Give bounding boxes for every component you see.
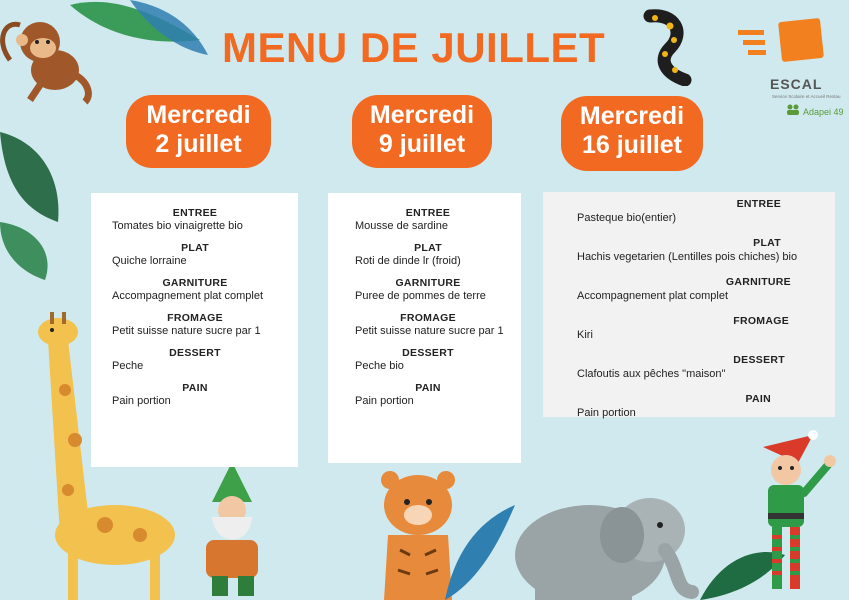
gnome-icon: [190, 462, 275, 600]
elf-icon: [748, 425, 843, 600]
section-item: Peche bio: [355, 360, 404, 372]
section-heading: GARNITURE: [395, 277, 461, 289]
section-item: Clafoutis aux pêches "maison": [577, 368, 726, 380]
elephant-icon: [500, 480, 700, 600]
brand-org: Adapei 49: [803, 107, 844, 117]
section-item: Pasteque bio(entier): [577, 212, 677, 224]
section-heading: PAIN: [415, 382, 441, 394]
menu-card: [91, 193, 298, 467]
section-heading: FROMAGE: [167, 312, 223, 324]
section-heading: GARNITURE: [725, 276, 791, 288]
page-title: MENU DE JUILLET: [222, 24, 606, 71]
section-item: Pain portion: [577, 407, 636, 419]
section-heading: DESSERT: [402, 347, 454, 359]
section-heading: FROMAGE: [733, 315, 789, 327]
section-item: Tomates bio vinaigrette bio: [112, 220, 243, 232]
section-heading: ENTREE: [405, 207, 451, 219]
section-heading: FROMAGE: [400, 312, 456, 324]
section-heading: PLAT: [753, 237, 781, 249]
section-item: Accompagnement plat complet: [112, 290, 264, 302]
section-item: Kiri: [577, 329, 593, 341]
section-heading: ENTREE: [172, 207, 218, 219]
adapei-logo-icon: [786, 104, 800, 116]
day-weekday: Mercredi: [579, 102, 685, 130]
section-item: Accompagnement plat complet: [577, 290, 729, 302]
section-heading: PAIN: [182, 382, 208, 394]
brand-subtitle: Service Scolaire et Accueil Restau: [772, 94, 841, 99]
section-item: Quiche lorraine: [112, 255, 187, 267]
brand-name: ESCAL: [770, 76, 823, 92]
day-date: 2 juillet: [155, 130, 242, 158]
day-badge: [561, 96, 703, 171]
salamander-icon: [630, 8, 700, 86]
section-item: Roti de dinde lr (froid): [355, 255, 461, 267]
section-heading: DESSERT: [733, 354, 785, 366]
section-heading: PLAT: [414, 242, 442, 254]
day-weekday: Mercredi: [146, 101, 251, 129]
section-heading: PAIN: [745, 393, 771, 405]
menu-card: [543, 192, 835, 417]
monkey-icon: [0, 0, 110, 105]
day-badge: [352, 95, 492, 168]
menu-card: [328, 193, 521, 463]
section-item: Mousse de sardine: [355, 220, 448, 232]
section-item: Peche: [112, 360, 144, 372]
day-badge: [126, 95, 271, 168]
section-heading: PLAT: [181, 242, 209, 254]
section-item: Puree de pommes de terre: [355, 290, 486, 302]
day-date: 9 juillet: [378, 130, 466, 158]
section-item: Petit suisse nature sucre par 1: [355, 325, 504, 337]
day-date: 16 juillet: [581, 131, 683, 159]
section-heading: GARNITURE: [162, 277, 228, 289]
section-item: Pain portion: [355, 395, 414, 407]
palm-leaf-icon: [0, 132, 62, 282]
day-weekday: Mercredi: [369, 101, 475, 129]
section-item: Hachis vegetarien (Lentilles pois chiches) bio: [577, 251, 798, 263]
section-heading: ENTREE: [736, 198, 781, 210]
section-item: Petit suisse nature sucre par 1: [112, 325, 261, 337]
section-heading: DESSERT: [169, 347, 221, 359]
section-item: Pain portion: [112, 395, 171, 407]
